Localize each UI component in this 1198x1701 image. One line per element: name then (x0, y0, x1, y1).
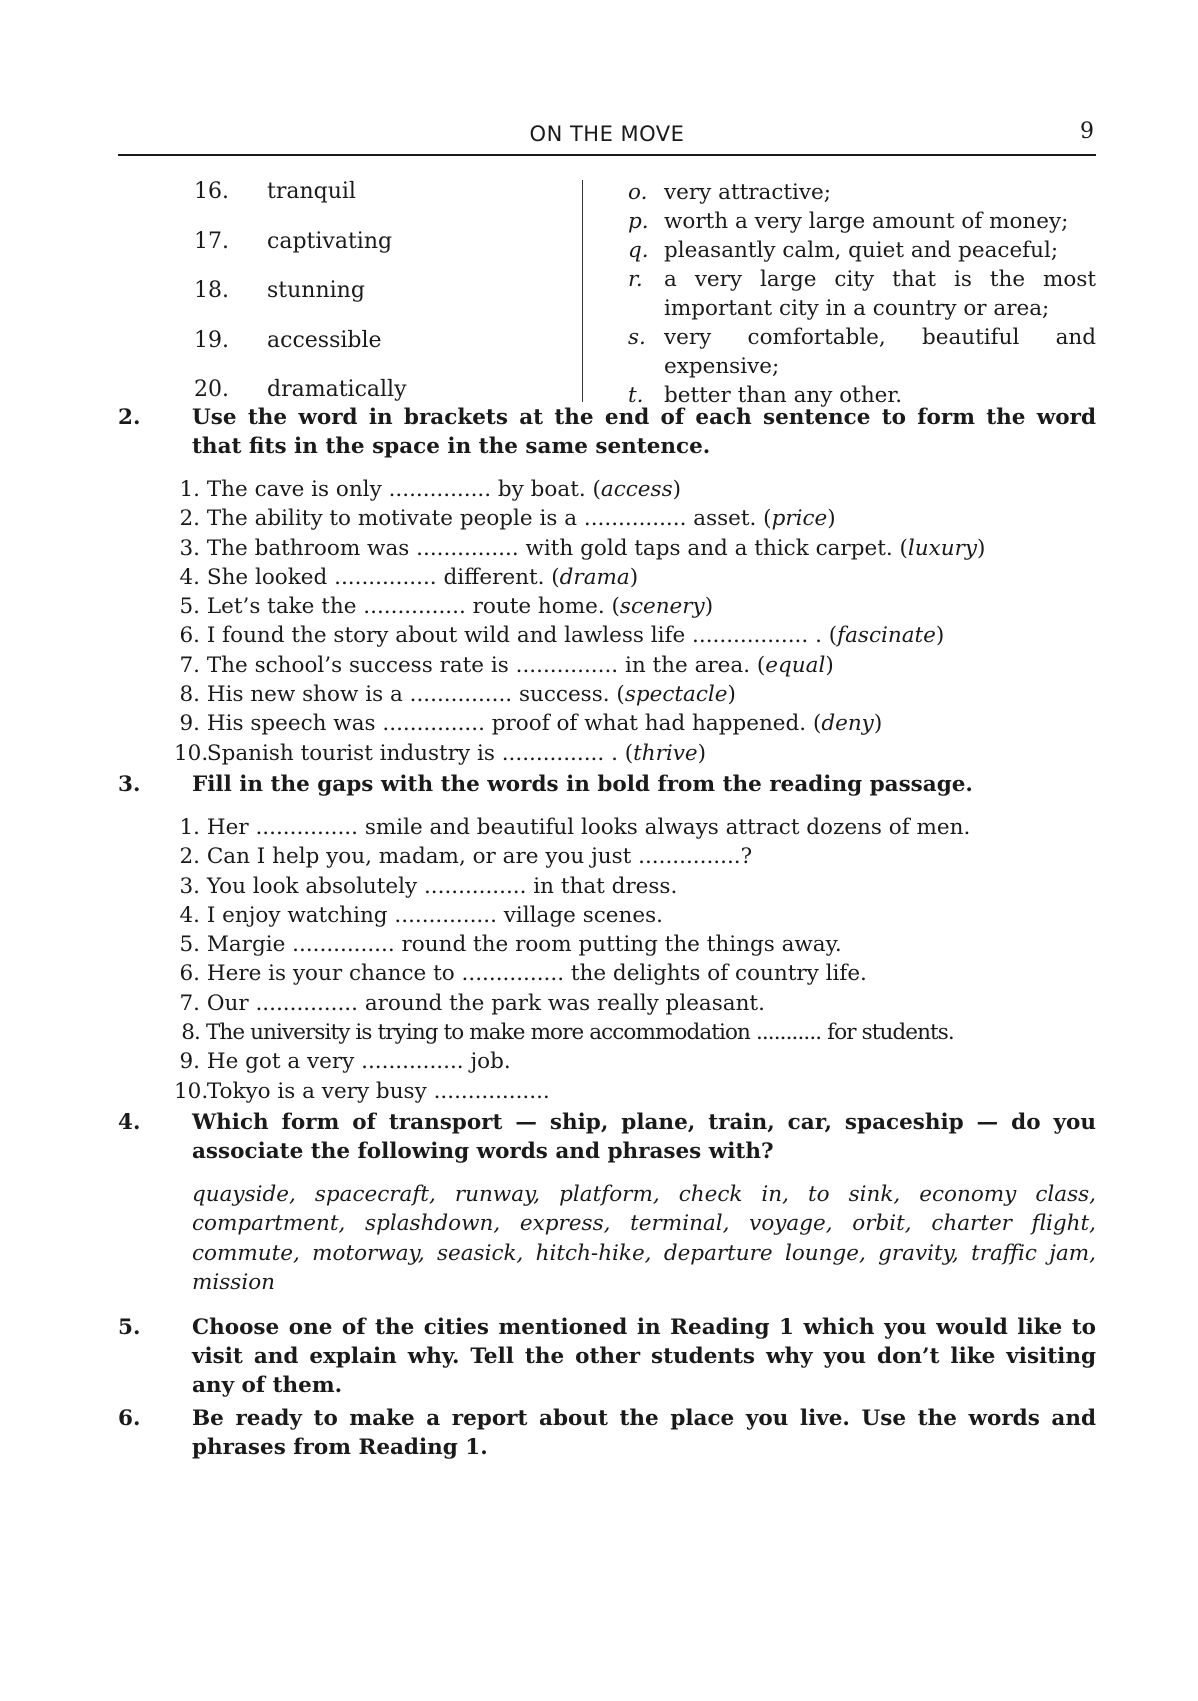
exercise-sentence (174, 930, 1096, 959)
header-title: ON THE MOVE (529, 122, 685, 146)
definition-text: very attractive; (664, 180, 831, 205)
definition-column (628, 178, 1096, 410)
sentence-start: His new show is a (206, 682, 403, 708)
exercise-sentence: 10. Spanish tourist industry is ............... . (thrive) (174, 739, 1096, 768)
sentence-start: The school’s success rate is (206, 652, 509, 678)
sentence-start: Here is your chance to (206, 961, 455, 987)
sentence-end: in the area. (624, 652, 751, 678)
word-item (194, 178, 584, 228)
sentence-end: round the room putting the things away. (401, 932, 842, 958)
matching-exercise (118, 178, 1096, 408)
word-cue: price (771, 506, 828, 532)
answer-gap[interactable]: ............... (501, 740, 605, 766)
definition-text: better than any other. (664, 383, 903, 408)
sentence-number: 3. (179, 535, 200, 561)
task-6 (118, 1404, 1096, 1462)
sentence-start: I found the story about wild and lawless life (206, 623, 686, 649)
definition-item (628, 178, 1096, 207)
sentence-start: Let’s take the (206, 594, 357, 620)
sentence-end: proof of what had happened. (491, 711, 807, 737)
word-number: 16. (194, 179, 229, 204)
sentence-start: His speech was (206, 711, 376, 737)
answer-gap[interactable]: ........... (755, 1020, 822, 1046)
task-number: 2. (118, 405, 141, 430)
word-cue: scenery (619, 594, 705, 620)
sentence-end: village scenes. (503, 902, 663, 928)
definition-item (628, 265, 1096, 323)
sentence-end: in that dress. (533, 873, 678, 899)
answer-gap[interactable]: ............... (409, 682, 513, 708)
answer-gap[interactable]: ................. (433, 1078, 550, 1104)
word-cue: access (600, 477, 673, 502)
sentence-start: The cave is only (206, 477, 382, 502)
definition-item (628, 236, 1096, 265)
answer-gap[interactable]: ............... (382, 711, 485, 737)
sentence-start: Tokyo is a very busy (206, 1078, 427, 1104)
word-text: dramatically (267, 377, 407, 402)
answer-gap[interactable]: ............... (583, 506, 687, 532)
sentence-start: The ability to motivate people is a (206, 506, 578, 532)
definition-item (628, 207, 1096, 236)
answer-gap[interactable]: ............... (461, 961, 565, 987)
word-cue: deny (821, 711, 874, 737)
sentence-number: 1. (179, 477, 200, 502)
task-instruction: Use the word in brackets at the end of each sentence to form the word that fits in the space in the same sentence. (192, 405, 1096, 459)
sentence-number: 6. (179, 961, 200, 987)
definition-letter: o. (628, 180, 648, 205)
sentence-start: Spanish tourist industry is (206, 740, 495, 766)
exercise-sentence (174, 1018, 1096, 1047)
exercise-sentence: 3. The bathroom was ............... with gold taps and a thick carpet. (luxury) (174, 534, 1096, 563)
sentence-number: 7. (179, 990, 200, 1016)
answer-gap[interactable]: ............... (394, 902, 497, 928)
word-number: 18. (194, 278, 229, 303)
word-cue: equal (765, 652, 826, 678)
answer-gap[interactable]: ............... (423, 873, 527, 899)
word-number: 19. (194, 327, 229, 353)
answer-gap[interactable]: ............... (255, 815, 358, 840)
sentence-number: 10. (174, 740, 209, 766)
sentence-number: 5. (179, 594, 200, 620)
word-text: tranquil (267, 179, 356, 204)
word-cue: thrive (633, 740, 698, 766)
sentence-end: . (815, 623, 822, 649)
sentence-start: Our (206, 990, 249, 1016)
sentence-end: asset. (693, 506, 757, 532)
word-item (194, 228, 584, 278)
sentence-number: 7. (179, 652, 200, 678)
exercise-sentence: 9. His speech was ............... proof of what had happened. (deny) (174, 709, 1096, 738)
sentence-end: different. (443, 564, 545, 590)
task-instruction: Choose one of the cities mentioned in Reading 1 which you would like to visit and explain why. Tell the other students why you don’t like visiting any of them. (192, 1315, 1096, 1398)
sentence-list (174, 813, 1096, 1106)
word-list: quayside, spacecraft, runway, platform, check in, to sink, economy class, compartment, splashdown, express, terminal, voyage, orbit, charter flight, commute, motorway, seasick, hitch-hike, departure lounge, gravity, traffic jam, mission (192, 1182, 1096, 1295)
exercise-sentence: 2. The ability to motivate people is a ............... asset. (price) (174, 504, 1096, 533)
definition-letter: q. (628, 238, 649, 263)
sentence-start: She looked (206, 564, 328, 590)
sentence-number: 6. (179, 623, 200, 649)
sentence-number: 1. (179, 815, 200, 840)
word-text: accessible (267, 327, 382, 353)
answer-gap[interactable]: ............... (363, 594, 466, 620)
word-column (194, 178, 584, 426)
sentence-start: He got a very (206, 1049, 355, 1075)
definition-letter: r. (628, 267, 643, 292)
sentence-end: for students. (827, 1020, 954, 1046)
sentence-list (174, 475, 1096, 768)
exercise-sentence: 4. She looked ............... different. (drama) (174, 563, 1096, 592)
task-3 (118, 770, 1096, 1106)
answer-gap[interactable]: ............... (255, 990, 358, 1016)
word-number: 20. (194, 377, 229, 402)
answer-gap[interactable]: ............... (388, 477, 492, 502)
definition-letter: s. (628, 325, 646, 350)
sentence-end: by boat. (497, 477, 586, 502)
exercise-sentence (174, 813, 1096, 842)
page-number: 9 (1080, 119, 1094, 144)
sentence-number: 4. (179, 564, 200, 590)
answer-gap[interactable]: ............... (416, 535, 519, 561)
task-number: 6. (118, 1406, 141, 1431)
sentence-end: . (611, 740, 618, 766)
task-instruction: Which form of transport — ship, plane, train, car, spaceship — do you associate the following words and phrases with? (192, 1110, 1096, 1164)
exercise-sentence (174, 1077, 1096, 1106)
sentence-start: Margie (206, 932, 286, 958)
answer-gap[interactable]: ............... (292, 932, 395, 958)
definition-letter: t. (628, 383, 644, 408)
sentence-start: You look absolutely (206, 873, 418, 899)
exercise-sentence (174, 959, 1096, 988)
exercise-sentence (174, 901, 1096, 930)
word-cue: spectacle (624, 682, 728, 708)
task-4 (118, 1108, 1096, 1297)
sentence-number: 4. (179, 902, 200, 928)
exercise-sentence: 1. The cave is only ............... by boat. (access) (174, 475, 1096, 504)
task-instruction: Be ready to make a report about the place you live. Use the words and phrases from Reading 1. (192, 1406, 1096, 1460)
task-number: 3. (118, 772, 141, 797)
sentence-number: 3. (179, 873, 200, 899)
sentence-end: smile and beautiful looks always attract dozens of men. (364, 815, 971, 840)
exercise-sentence (174, 989, 1096, 1018)
sentence-end: job. (470, 1049, 511, 1075)
sentence-start: The bathroom was (206, 535, 410, 561)
answer-gap[interactable]: ............... (515, 652, 619, 678)
sentence-number: 2. (179, 844, 200, 870)
task-number: 5. (118, 1315, 141, 1340)
exercise-sentence (174, 872, 1096, 901)
exercise-sentence (174, 842, 1096, 871)
sentence-number: 9. (179, 711, 200, 737)
word-item (194, 327, 584, 377)
task-5 (118, 1313, 1096, 1400)
sentence-end: route home. (472, 594, 605, 620)
exercise-sentence (174, 1047, 1096, 1076)
definition-letter: p. (628, 209, 649, 234)
word-cue: drama (559, 564, 630, 590)
sentence-end: around the park was really pleasant. (364, 990, 765, 1016)
sentence-start: Can I help you, madam, or are you just (206, 844, 632, 870)
task-2 (118, 403, 1096, 768)
word-cue: luxury (907, 535, 978, 561)
exercise-sentence: 7. The school’s success rate is ............... in the area. (equal) (174, 651, 1096, 680)
sentence-number: 8. (181, 1020, 200, 1046)
exercise-sentence: 6. I found the story about wild and lawless life ................. . (fascinate) (174, 621, 1096, 650)
definition-text: a very large city that is the most important city in a country or area; (664, 267, 1096, 321)
column-divider (582, 180, 583, 402)
sentence-start: The university is trying to make more accommodation (205, 1020, 750, 1046)
sentence-number: 8. (179, 682, 200, 708)
sentence-end: ? (740, 844, 753, 870)
sentence-number: 5. (179, 932, 200, 958)
answer-gap[interactable]: ............... (638, 844, 741, 870)
sentence-end: with gold taps and a thick carpet. (525, 535, 893, 561)
sentence-number: 2. (179, 506, 200, 532)
exercise-sentence: 5. Let’s take the ............... route home. (scenery) (174, 592, 1096, 621)
word-text: captivating (267, 228, 393, 254)
answer-gap[interactable]: ................. (692, 623, 809, 649)
exercise-sentence: 8. His new show is a ............... success. (spectacle) (174, 680, 1096, 709)
sentence-number: 9. (179, 1049, 200, 1075)
sentence-end: the delights of country life. (570, 961, 867, 987)
answer-gap[interactable]: ............... (334, 564, 437, 590)
definition-text: pleasantly calm, quiet and peaceful; (664, 238, 1059, 263)
task-instruction: Fill in the gaps with the words in bold from the reading passage. (192, 772, 973, 797)
task-number: 4. (118, 1110, 141, 1135)
sentence-start: I enjoy watching (206, 902, 388, 928)
sentence-start: Her (206, 815, 249, 840)
answer-gap[interactable]: ............... (361, 1049, 464, 1075)
sentence-number: 10. (174, 1078, 209, 1104)
word-number: 17. (194, 228, 229, 254)
word-text: stunning (267, 278, 365, 303)
running-header (118, 118, 1096, 156)
word-cue: fascinate (837, 623, 936, 649)
definition-item (628, 323, 1096, 381)
word-item (194, 277, 584, 327)
definition-text: worth a very large amount of money; (664, 209, 1069, 234)
sentence-end: success. (518, 682, 610, 708)
definition-text: very comfortable, beautiful and expensive; (664, 325, 1096, 379)
